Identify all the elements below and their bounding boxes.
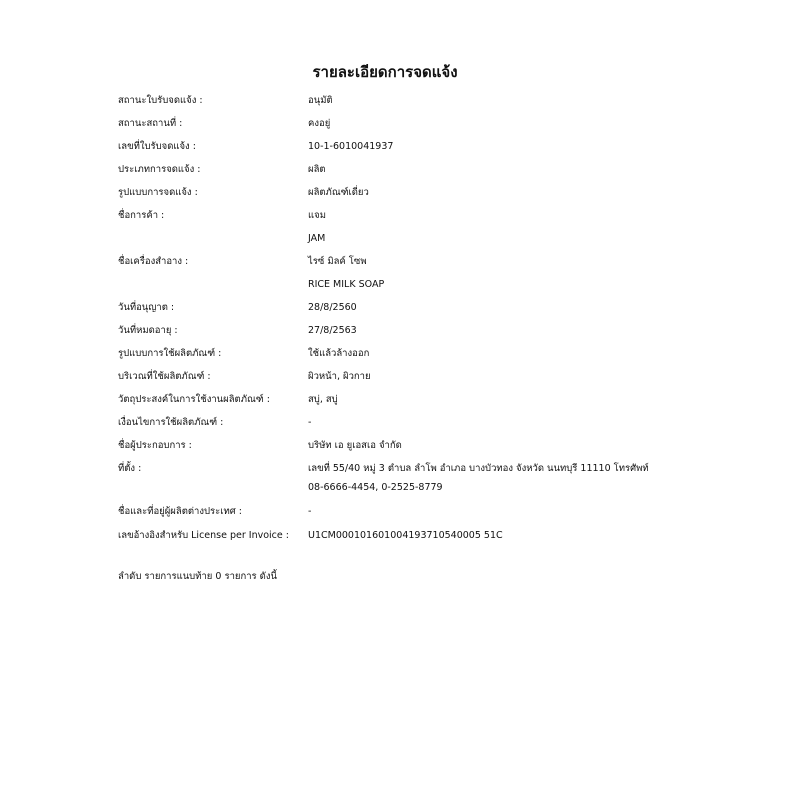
row-label: เลขที่ใบรับจดแจ้ง : — [118, 141, 196, 152]
row-value: RICE MILK SOAP — [308, 279, 385, 290]
row-approval-date — [118, 300, 758, 315]
row-place-status — [118, 116, 758, 131]
row-label: สถานะสถานที่ : — [118, 118, 183, 129]
row-value: สบู่, สบู่ — [308, 394, 338, 405]
row-label: รูปแบบการใช้ผลิตภัณฑ์ : — [118, 348, 222, 359]
row-cosmetic-name — [118, 254, 758, 269]
row-address-phone — [118, 480, 758, 495]
page-title: รายละเอียดการจดแจ้ง — [312, 63, 458, 81]
row-label: ชื่อผู้ประกอบการ : — [118, 440, 192, 451]
row-label: สถานะใบรับจดแจ้ง : — [118, 95, 203, 106]
row-value: เลขที่ 55/40 หมู่ 3 ตำบล ลำโพ อำเภอ บางบัวทอง จังหวัด นนทบุรี 11110 โทรศัพท์ — [308, 463, 649, 474]
row-license-reference — [118, 528, 758, 543]
row-cosmetic-name-en — [118, 277, 758, 292]
detail-list — [118, 93, 758, 543]
row-trade-name-en — [118, 231, 758, 246]
row-notification-format — [118, 185, 758, 200]
row-label: ประเภทการจดแจ้ง : — [118, 164, 201, 175]
row-label: รูปแบบการจดแจ้ง : — [118, 187, 198, 198]
row-value: - — [308, 506, 312, 517]
row-label: ชื่อและที่อยู่ผู้ผลิตต่างประเทศ : — [118, 506, 242, 517]
row-notification-status — [118, 93, 758, 108]
row-value: ผลิตภัณฑ์เดี่ยว — [308, 187, 369, 198]
row-label: เลขอ้างอิงสำหรับ License per Invoice : — [118, 530, 289, 541]
row-application-area — [118, 369, 758, 384]
row-value: U1CM000101601004193710540005 51C — [308, 530, 503, 541]
row-usage-type — [118, 346, 758, 361]
row-trade-name — [118, 208, 758, 223]
row-value: ผลิต — [308, 164, 326, 175]
row-value: อนุมัติ — [308, 95, 333, 106]
row-foreign-manufacturer — [118, 504, 758, 519]
row-label: ชื่อการค้า : — [118, 210, 165, 221]
row-label: ที่ตั้ง : — [118, 463, 142, 474]
row-notification-type — [118, 162, 758, 177]
row-label: เงื่อนไขการใช้ผลิตภัณฑ์ : — [118, 417, 224, 428]
row-value: บริษัท เอ ยูเอสเอ จำกัด — [308, 440, 402, 451]
row-value: JAM — [308, 233, 326, 244]
row-value: ผิวหน้า, ผิวกาย — [308, 371, 371, 382]
row-value: คงอยู่ — [308, 118, 331, 129]
row-value: ใช้แล้วล้างออก — [308, 348, 370, 359]
row-notification-number — [118, 139, 758, 154]
row-value: - — [308, 417, 312, 428]
row-value: แจม — [308, 210, 326, 221]
row-label: ชื่อเครื่องสำอาง : — [118, 256, 189, 267]
row-label: บริเวณที่ใช้ผลิตภัณฑ์ : — [118, 371, 211, 382]
row-value: 08-6666-4454, 0-2525-8779 — [308, 482, 443, 493]
row-conditions — [118, 415, 758, 430]
row-value: 10-1-6010041937 — [308, 141, 394, 152]
row-label: วัตถุประสงค์ในการใช้งานผลิตภัณฑ์ : — [118, 394, 270, 405]
row-operator-name — [118, 438, 758, 453]
row-label: วันที่อนุญาต : — [118, 302, 175, 313]
attachment-summary: ลำดับ รายการแนบท้าย 0 รายการ ดังนี้ — [118, 571, 277, 582]
row-address — [118, 461, 758, 476]
row-value: ไรซ์ มิลค์ โซพ — [308, 256, 367, 267]
row-expiry-date — [118, 323, 758, 338]
row-purpose — [118, 392, 758, 407]
row-value: 27/8/2563 — [308, 325, 357, 336]
row-label: วันที่หมดอายุ : — [118, 325, 178, 336]
row-value: 28/8/2560 — [308, 302, 357, 313]
